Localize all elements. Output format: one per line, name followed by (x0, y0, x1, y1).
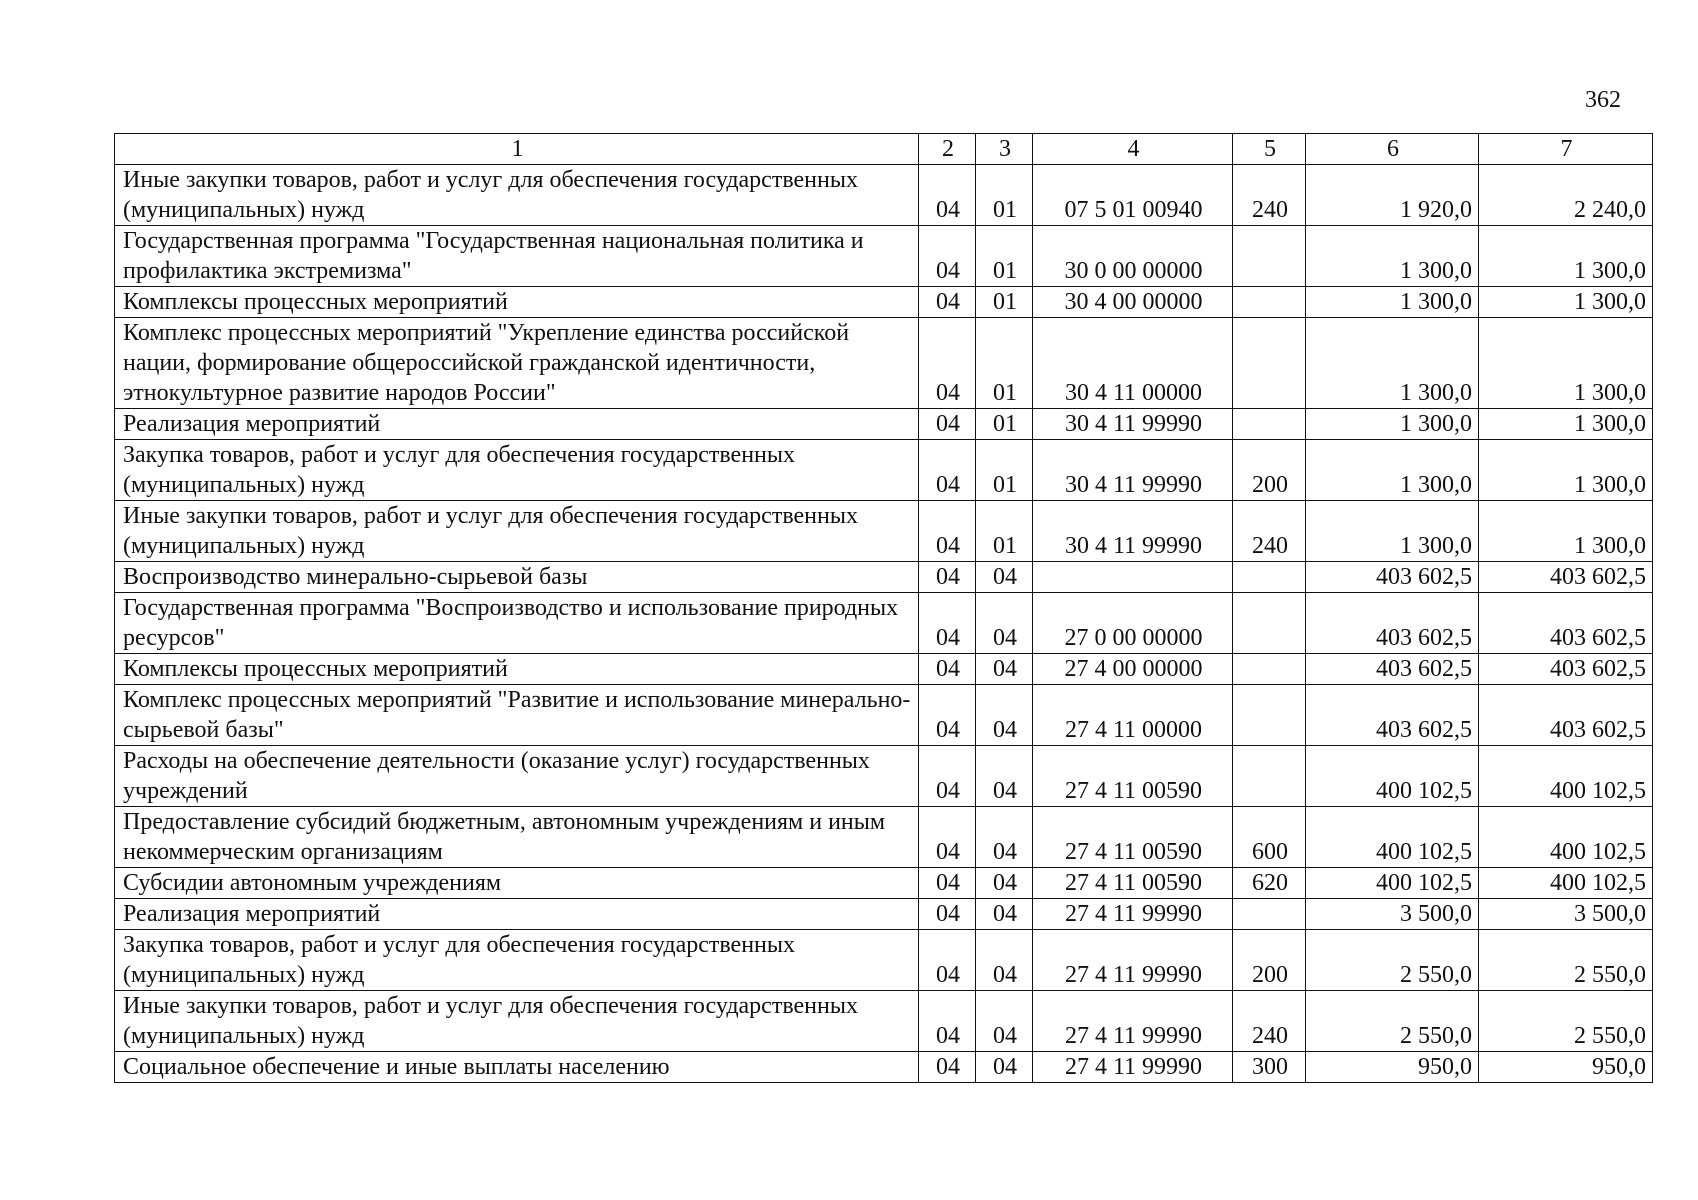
row-subsection-cell: 04 (976, 991, 1033, 1052)
column-header-section: 2 (919, 134, 976, 165)
row-name-cell: Закупка товаров, работ и услуг для обеспечения государственных (муниципальных) нужд (115, 440, 919, 501)
row-name-cell: Расходы на обеспечение деятельности (оказание услуг) государственных учреждений (115, 746, 919, 807)
row-expense-type-cell (1233, 685, 1306, 746)
row-section-cell: 04 (919, 440, 976, 501)
column-header-subsection: 3 (976, 134, 1033, 165)
row-amount-year-1-cell: 403 602,5 (1306, 685, 1479, 746)
row-target-code-cell: 30 4 11 99990 (1033, 409, 1233, 440)
row-expense-type-cell: 300 (1233, 1052, 1306, 1083)
row-amount-year-2-cell: 403 602,5 (1479, 593, 1653, 654)
row-name-cell: Государственная программа "Воспроизводство и использование природных ресурсов" (115, 593, 919, 654)
row-amount-year-1-cell: 400 102,5 (1306, 807, 1479, 868)
row-amount-year-2-cell: 403 602,5 (1479, 685, 1653, 746)
row-amount-year-1-cell: 1 300,0 (1306, 318, 1479, 409)
table-row (115, 807, 1653, 868)
row-name-cell: Иные закупки товаров, работ и услуг для обеспечения государственных (муниципальных) нужд (115, 991, 919, 1052)
row-target-code-cell: 30 0 00 00000 (1033, 226, 1233, 287)
row-name-cell: Предоставление субсидий бюджетным, автономным учреждениям и иным некоммерческим организациям (115, 807, 919, 868)
budget-table (114, 133, 1653, 1083)
row-subsection-cell: 01 (976, 287, 1033, 318)
row-subsection-cell: 01 (976, 501, 1033, 562)
row-expense-type-cell (1233, 409, 1306, 440)
row-amount-year-2-cell: 2 550,0 (1479, 991, 1653, 1052)
row-target-code-cell: 30 4 00 00000 (1033, 287, 1233, 318)
row-amount-year-2-cell: 2 240,0 (1479, 165, 1653, 226)
row-section-cell: 04 (919, 287, 976, 318)
row-section-cell: 04 (919, 318, 976, 409)
row-target-code-cell (1033, 562, 1233, 593)
row-expense-type-cell: 240 (1233, 165, 1306, 226)
row-name-cell: Социальное обеспечение и иные выплаты населению (115, 1052, 919, 1083)
row-subsection-cell: 01 (976, 226, 1033, 287)
row-amount-year-2-cell: 400 102,5 (1479, 807, 1653, 868)
row-amount-year-2-cell: 2 550,0 (1479, 930, 1653, 991)
row-section-cell: 04 (919, 226, 976, 287)
row-target-code-cell: 30 4 11 99990 (1033, 501, 1233, 562)
row-expense-type-cell: 240 (1233, 991, 1306, 1052)
row-target-code-cell: 27 4 11 00590 (1033, 807, 1233, 868)
row-amount-year-2-cell: 1 300,0 (1479, 287, 1653, 318)
row-amount-year-2-cell: 1 300,0 (1479, 501, 1653, 562)
row-target-code-cell: 07 5 01 00940 (1033, 165, 1233, 226)
row-name-cell: Закупка товаров, работ и услуг для обеспечения государственных (муниципальных) нужд (115, 930, 919, 991)
table-row (115, 501, 1653, 562)
table-row (115, 287, 1653, 318)
table-row (115, 562, 1653, 593)
row-target-code-cell: 30 4 11 99990 (1033, 440, 1233, 501)
row-target-code-cell: 27 4 11 99990 (1033, 991, 1233, 1052)
row-section-cell: 04 (919, 501, 976, 562)
table-body (115, 165, 1653, 1083)
table-row (115, 868, 1653, 899)
row-expense-type-cell: 200 (1233, 930, 1306, 991)
row-section-cell: 04 (919, 1052, 976, 1083)
row-section-cell: 04 (919, 807, 976, 868)
row-expense-type-cell (1233, 746, 1306, 807)
row-section-cell: 04 (919, 899, 976, 930)
row-amount-year-2-cell: 1 300,0 (1479, 226, 1653, 287)
row-subsection-cell: 04 (976, 930, 1033, 991)
table-row (115, 991, 1653, 1052)
row-subsection-cell: 04 (976, 807, 1033, 868)
row-expense-type-cell: 620 (1233, 868, 1306, 899)
row-amount-year-1-cell: 950,0 (1306, 1052, 1479, 1083)
row-amount-year-1-cell: 400 102,5 (1306, 746, 1479, 807)
table-row (115, 685, 1653, 746)
row-section-cell: 04 (919, 930, 976, 991)
row-subsection-cell: 04 (976, 685, 1033, 746)
table-row (115, 930, 1653, 991)
row-target-code-cell: 27 0 00 00000 (1033, 593, 1233, 654)
row-amount-year-1-cell: 403 602,5 (1306, 654, 1479, 685)
row-amount-year-1-cell: 403 602,5 (1306, 593, 1479, 654)
row-target-code-cell: 30 4 11 00000 (1033, 318, 1233, 409)
table-row (115, 440, 1653, 501)
row-amount-year-2-cell: 1 300,0 (1479, 409, 1653, 440)
row-section-cell: 04 (919, 991, 976, 1052)
row-target-code-cell: 27 4 11 99990 (1033, 899, 1233, 930)
row-subsection-cell: 01 (976, 440, 1033, 501)
row-amount-year-1-cell: 1 300,0 (1306, 440, 1479, 501)
table-row (115, 593, 1653, 654)
table-row (115, 654, 1653, 685)
row-subsection-cell: 01 (976, 318, 1033, 409)
row-section-cell: 04 (919, 593, 976, 654)
row-name-cell: Субсидии автономным учреждениям (115, 868, 919, 899)
row-name-cell: Комплексы процессных мероприятий (115, 287, 919, 318)
row-subsection-cell: 04 (976, 1052, 1033, 1083)
row-amount-year-2-cell: 1 300,0 (1479, 440, 1653, 501)
row-amount-year-2-cell: 403 602,5 (1479, 562, 1653, 593)
row-subsection-cell: 04 (976, 868, 1033, 899)
row-expense-type-cell (1233, 593, 1306, 654)
row-target-code-cell: 27 4 11 99990 (1033, 1052, 1233, 1083)
row-subsection-cell: 04 (976, 593, 1033, 654)
row-target-code-cell: 27 4 11 00000 (1033, 685, 1233, 746)
row-name-cell: Реализация мероприятий (115, 899, 919, 930)
row-expense-type-cell (1233, 226, 1306, 287)
row-target-code-cell: 27 4 11 99990 (1033, 930, 1233, 991)
row-amount-year-1-cell: 3 500,0 (1306, 899, 1479, 930)
row-amount-year-1-cell: 1 920,0 (1306, 165, 1479, 226)
row-amount-year-1-cell: 2 550,0 (1306, 991, 1479, 1052)
column-header-expense-type: 5 (1233, 134, 1306, 165)
table-row (115, 899, 1653, 930)
column-header-target-code: 4 (1033, 134, 1233, 165)
row-subsection-cell: 04 (976, 746, 1033, 807)
row-expense-type-cell (1233, 654, 1306, 685)
table-row (115, 318, 1653, 409)
row-amount-year-1-cell: 1 300,0 (1306, 409, 1479, 440)
row-name-cell: Иные закупки товаров, работ и услуг для обеспечения государственных (муниципальных) нужд (115, 165, 919, 226)
row-expense-type-cell: 240 (1233, 501, 1306, 562)
column-header-amount-year-1: 6 (1306, 134, 1479, 165)
row-target-code-cell: 27 4 11 00590 (1033, 746, 1233, 807)
row-amount-year-1-cell: 400 102,5 (1306, 868, 1479, 899)
row-amount-year-2-cell: 1 300,0 (1479, 318, 1653, 409)
row-subsection-cell: 01 (976, 165, 1033, 226)
row-name-cell: Комплекс процессных мероприятий "Укрепление единства российской нации, формирование общероссийской гражданской идентичности, этнокультурное развитие народов России" (115, 318, 919, 409)
row-amount-year-1-cell: 403 602,5 (1306, 562, 1479, 593)
row-target-code-cell: 27 4 11 00590 (1033, 868, 1233, 899)
row-name-cell: Комплексы процессных мероприятий (115, 654, 919, 685)
row-amount-year-2-cell: 400 102,5 (1479, 868, 1653, 899)
row-subsection-cell: 04 (976, 562, 1033, 593)
row-expense-type-cell (1233, 899, 1306, 930)
row-subsection-cell: 01 (976, 409, 1033, 440)
row-amount-year-1-cell: 1 300,0 (1306, 287, 1479, 318)
column-header-name: 1 (115, 134, 919, 165)
row-expense-type-cell (1233, 287, 1306, 318)
row-name-cell: Государственная программа "Государственная национальная политика и профилактика экстремизма" (115, 226, 919, 287)
row-section-cell: 04 (919, 654, 976, 685)
row-expense-type-cell: 200 (1233, 440, 1306, 501)
row-expense-type-cell (1233, 562, 1306, 593)
row-amount-year-1-cell: 1 300,0 (1306, 226, 1479, 287)
row-section-cell: 04 (919, 165, 976, 226)
row-section-cell: 04 (919, 409, 976, 440)
row-target-code-cell: 27 4 00 00000 (1033, 654, 1233, 685)
row-amount-year-2-cell: 403 602,5 (1479, 654, 1653, 685)
table-row (115, 165, 1653, 226)
row-section-cell: 04 (919, 746, 976, 807)
row-subsection-cell: 04 (976, 899, 1033, 930)
row-amount-year-2-cell: 3 500,0 (1479, 899, 1653, 930)
row-amount-year-1-cell: 1 300,0 (1306, 501, 1479, 562)
row-amount-year-1-cell: 2 550,0 (1306, 930, 1479, 991)
row-amount-year-2-cell: 400 102,5 (1479, 746, 1653, 807)
row-subsection-cell: 04 (976, 654, 1033, 685)
header-row (115, 134, 1653, 165)
table-row (115, 746, 1653, 807)
row-amount-year-2-cell: 950,0 (1479, 1052, 1653, 1083)
row-name-cell: Комплекс процессных мероприятий "Развитие и использование минерально-сырьевой базы" (115, 685, 919, 746)
row-section-cell: 04 (919, 868, 976, 899)
table-row (115, 226, 1653, 287)
page-number: 362 (1585, 87, 1621, 113)
row-section-cell: 04 (919, 562, 976, 593)
row-expense-type-cell: 600 (1233, 807, 1306, 868)
row-name-cell: Воспроизводство минерально-сырьевой базы (115, 562, 919, 593)
row-expense-type-cell (1233, 318, 1306, 409)
table-row (115, 409, 1653, 440)
row-section-cell: 04 (919, 685, 976, 746)
column-header-amount-year-2: 7 (1479, 134, 1653, 165)
table-row (115, 1052, 1653, 1083)
row-name-cell: Иные закупки товаров, работ и услуг для обеспечения государственных (муниципальных) нужд (115, 501, 919, 562)
row-name-cell: Реализация мероприятий (115, 409, 919, 440)
